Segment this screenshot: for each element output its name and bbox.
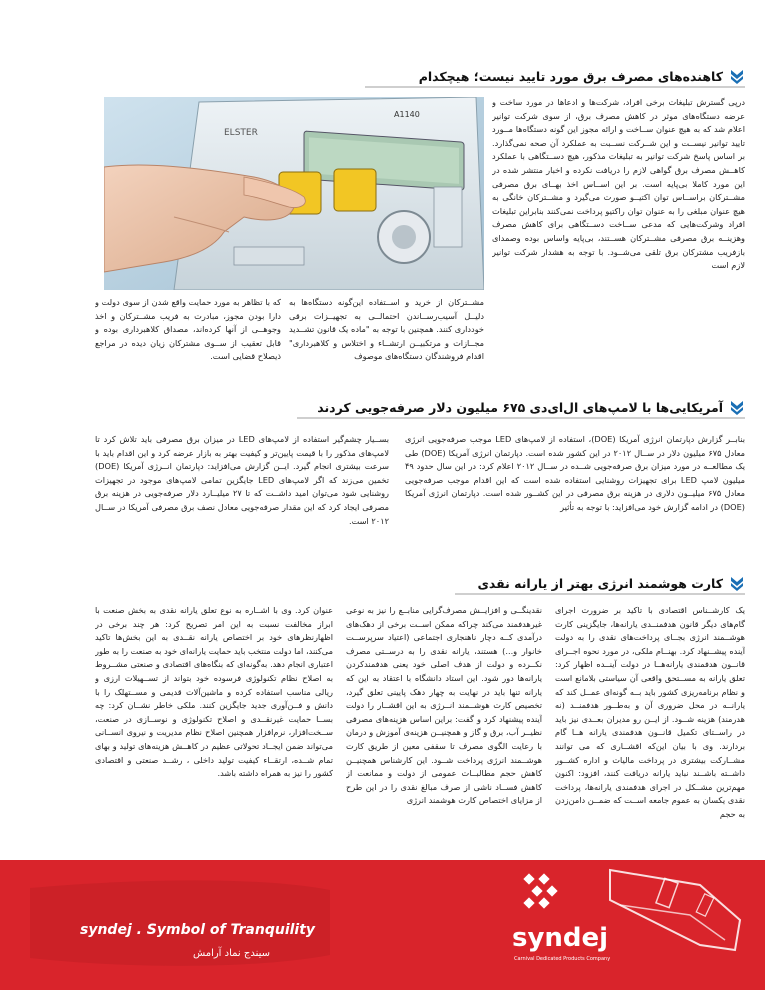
section3-column-middle [346, 604, 542, 854]
banner-slogan-en: syndej . Symbol of Tranquility [80, 922, 316, 938]
meter-illustration [104, 97, 484, 290]
section2-right-text: بنابــر گزارش دپارتمان انرژی آمریکا (DOE)، استفاده از لامپ‌های LED موجب صرفه‌جویی انرژی معادل ۶۷۵ میلیون دلار در ســال ۲۰۱۲ در این کشور شده است. دپارتمان انرژی آمریکا (DOE) طی یک مطالعــه در مورد میزان برق صرفه‌جویی شــده در ســال ۲۰۱۲ اعلام کرد: در این سال حدود ۴۹ میلیون لامپ LED برای تجهیزات روشنایی استفاده شده است که این اقدام موجب صرفه‌جویی معادل ۶۷۵ میلیــون دلاری در هزینه برق مصرفی در این کشــور شده است. دپارتمان انرژی آمریکا (DOE) در ادامه گزارش خود می‌افزاید: با توجه به تأثیر [405, 434, 745, 512]
section2-left-text: بســیار چشم‌گیر استفاده از لامپ‌های LED در میزان برق مصرفی باید تلاش کرد تا لامپ‌های مذکور را با قیمت پایین‌تر و کیفیت بهتر به بازار عرضه کرد و این اقدام باید با سرعت بیشتری انجام گیرد. ایــن گزارش می‌افزاید: دپارتمان انــرژی آمریکا (DOE) تخمین می‌زند که اگر لامپ‌های LED جایگزین تمامی لامپ‌های موجود در تجهیزات روشنایی شود می‌توان امید داشــت که تا ۲۷ میلیــارد دلار صرفه‌جویی در هزینه برق مصرفی ایجاد کرد که این مقدار صرفه‌جویی معادل نصف برق مصرفی آمریکا در ســال ۲۰۱۲ است. [95, 434, 389, 526]
brand-name: syndej [512, 923, 609, 953]
syndej-logo-mark [523, 873, 557, 908]
section3-left-text: عنوان کرد. وی با اشــاره به نوع تعلق یارانه نقدی به بخش صنعت با ابراز مخالفت نسبت به این امر تصریح کرد: هر چند برخی در اظهارنظرهای خود بر اختصاص یارانه نقــدی به این بخش‌ها تاکید می‌کنند، اما دولت منتخب باید حمایت یارانه‌ای خود به صنعت را به طور اعتباری انجام دهد. به‌گونه‌ای که بنگاه‌های اقتصادی و صنعتی مشــروط به اصلاح نظام تکنولوژی فرسوده خود بتواند از تســهیلات ارزی و ریالی مناسب استفاده کرده و ماشین‌آلات قدیمی و مســتهلک را با دانش و فــن‌آوری جدید جایگزین کنند. ملکی خاطر نشــان کرد: چه بســا حمایت غیرنقــدی و اصلاح تکنولوژی و نوســازی در صنعت، ســخت‌افزار، نرم‌افزار همچنین اصلاح نظام مدیریت و نیروی انســانی می‌تواند ضمن ایجــاد تحولاتی عظیم در کاهــش هزینه‌های تولید و بهای تمام شــده، ارتقــاء کیفیت تولید داخلی ، رشــد صنعتی و اقتصادی کشور را نیز به همراه داشته باشد. [95, 605, 333, 779]
section1-title: کاهنده‌های مصرف برق مورد تایید نیست؛ هیچکدام [418, 68, 723, 84]
section3-title: کارت هوشمند انرژی بهتر از یارانه نقدی [477, 575, 723, 591]
section3-column-left [95, 604, 333, 854]
section1-middle-text: مشــترکان از خرید و اســتفاده این‌گونه دستگاه‌ها به دلیــل آسیب‌رســاندن احتمالــی به تجهیــزات برقی خودداری کنند. همچنین با توجه به "ماده یک قانون تشــدید مجــازات و مرتکبیــن ارتشــاء و اختلاس و کلاهبرداری" اقدام فروشندگان دستگاه‌های موصوف [289, 297, 484, 362]
section2-title: آمریکایی‌ها با لامپ‌های ال‌ای‌دی ۶۷۵ میلیون دلار صرفه‌جویی کردند [317, 399, 723, 415]
meter-model-label: A1140 [394, 110, 420, 119]
brand-tagline: Carnival Dedicated Products Company [514, 956, 611, 962]
chevron-down-icon [729, 575, 745, 591]
chevron-down-icon [729, 68, 745, 84]
section1-column-right [492, 96, 745, 381]
section2-column-right [405, 433, 745, 558]
section1-right-text: درپی گسترش تبلیغات برخی افراد، شرکت‌ها و ادعاها در مورد ساخت و عرضه دستگاه‌های موثر در کاهش مصرف برق، از سوی شرکت توانیر اعلام شد که به هیچ عنوان ســاخت و ارائه مجوز این گونه دستگاه‌ها مــورد تایید توانیر نیســت و این شــرکت نســبت به عملکرد آن صحه نمی‌گذارد. بر اساس پاسخ شرکت توانیر به تبلیغات مذکور، هیچ دســتگاهی با عملکرد کاهــش مصرف برق گواهی لازم را دریافت نکرده و اخبار منتشر شده در این مورد کاملا بی‌پایه است. بر این اســاس اخذ بهــای برق مصرفی مشــترکان براســاس توان اکتیــو صورت می‌گیرد و مشــترکان خانگی به هیچ عنوان مبلغی را به عنوان توان راکتیو پرداخت نمی‌کنند بنابراین تبلیغات افراد وشرکت‌هایی که مدعی ســاخت دســتگاهی برای کاهش مصرف وهزینــه برق مصرفی مشــترکان هســتند، بی‌پایه واساس بوده وصمدای بازفریب مشترکان برق تلقی می‌شــود. با توجه به هشدار شرکت توانیر لازم است [492, 97, 745, 271]
advertisement-banner [0, 860, 765, 990]
section3-column-right [555, 604, 745, 854]
section3-right-text: یک کارشــناس اقتصادی با تاکید بر ضرورت اجرای گام‌های دیگر قانون هدفمنــدی یارانه‌ها، جایگزینی کارت هوشــمند انرژی بجــای پرداخت‌های نقدی را به دولت آینده پیشــنهاد کرد. بهنــام ملکی، در مورد نحوه اجــرای قانــون هدفمندی یارانه‌هــا در دولت آینــده اظهار کرد: تعلق یارانه به مســتحق واقعی آن سیاستی بلامانع است و نظام برنامه‌ریزی کشور باید بــه گونه‌ای عمــل کند که یارانــه در محل ضروری آن و به‌طــور هدفمنــد (نه هدرمند) هزینه شــود. از ایــن رو مدیران بعــدی نیز باید در راســتای تکمیل قانــون هدفمندی یارانه هــا گام بردارند. وی با بیان این‌که اقشــاری که می توانند مشــارکت بیشتری در پرداخت مالیات و اداره کشــور داشــته باشــند نباید یارانه دریافت کنند، افزود: اکنون مهم‌ترین مشــکل در اجرای هدفمندی یارانه‌ها، پرداخت نقدی یکسان به عموم جامعه اســت که ضمــن دامن‌زدن به حجم [555, 605, 745, 819]
section2-heading [297, 399, 745, 419]
section1-heading [365, 68, 745, 88]
meter-brand-label: ELSTER [224, 128, 258, 138]
electric-meter-photo [104, 97, 484, 290]
section3-heading [455, 575, 745, 595]
section1-left-text: که با تظاهر به مورد حمایت واقع شدن از سوی دولت و دارا بودن مجوز، مبادرت به فریب مشــترکان و اخذ وجوهــی از آنها کرده‌اند، مصداق کلاهبرداری بوده و قابل تعقیب از ســوی مشترکان زیان دیده در مراجع ذیصلاح قضایی است. [95, 297, 281, 362]
section1-column-left [95, 296, 281, 380]
section3-middle-text: نقدینگــی و افزایــش مصرف‌گرایی منابــع را نیز به نوعی غیرهدفمند می‌کند چراکه ممکن اســت برخی از دهک‌های درآمدی کــه دچار ناهنجاری اجتماعی (اعتیاد سرپرســت خانوار و...) هستند، یارانه نقدی را به درســتی مصرف نکــرده و دولت از هدف اصلی خود یعنی هدفمندکردن یارانه‌ها دور شود. این استاد دانشگاه با اعتقاد به این که یارانه تنها باید در نهایت به چهار دهک پایینی تعلق گیرد، تخصیص کارت هوشــمند انــرژی به این اقشــار را دولت آینده پیشنهاد کرد و گفت: براین اساس هزینه‌های مصرفی نظیــر آب، برق و گاز و همچنیــن هزینه‌ی آموزش و درمان با رعایت الگوی مصرف تا سقفی معین از طریق کارت هوشــمند انرژی پرداخت شــود. این کارشناس همچنیــن کاهش حجم مطالبــات عمومی از دولت و ممانعت از کاهش فســاد ناشی از صرف مبالغ نقدی را در این طرح از مزایای اختصاص کارت هوشمند انرژی [346, 605, 542, 806]
chevron-down-icon [729, 399, 745, 415]
section2-column-left [95, 433, 389, 558]
banner-graphics [0, 860, 765, 990]
banner-slogan-fa: سیندج نماد آرامش [192, 948, 270, 959]
section1-column-middle [289, 296, 484, 380]
